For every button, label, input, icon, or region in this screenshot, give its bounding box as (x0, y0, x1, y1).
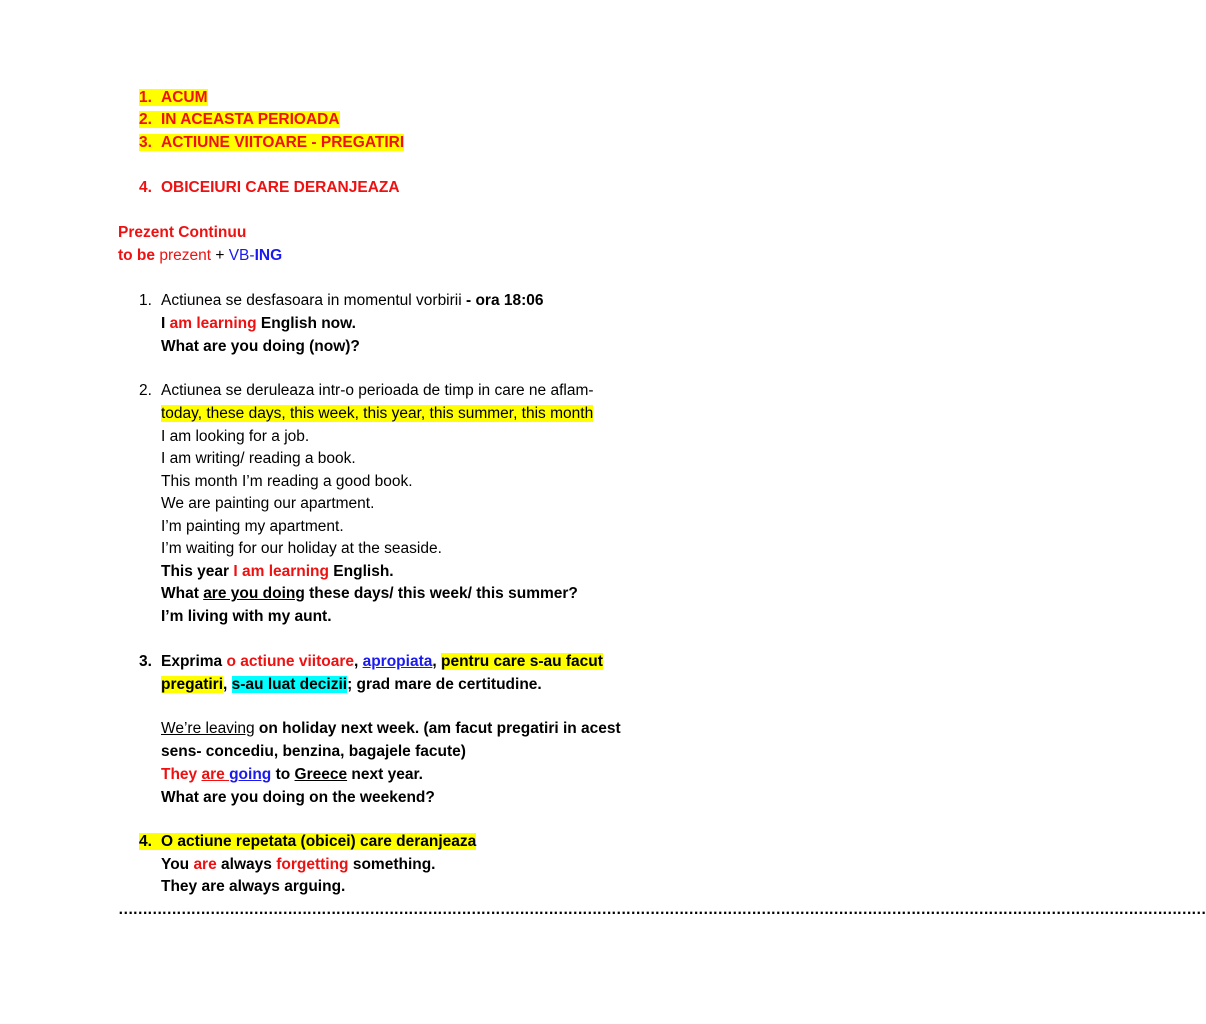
page-title: Prezent Continuu (118, 224, 247, 241)
section-3-example-3: What are you doing on the weekend? (161, 789, 435, 806)
section-2-line: I am writing/ reading a book. (161, 450, 356, 467)
section-2-example-what: What are you doing these days/ this week/ this summer? (161, 585, 578, 602)
section-1-example-1: I am learning English now. (161, 315, 356, 332)
top-list-item-2: 2. IN ACEASTA PERIOADA (139, 111, 340, 128)
section-2-heading: 2. Actiunea se deruleaza intr-o perioada de timp in care ne aflam- (139, 382, 594, 399)
section-3-example-1-cont: sens- concediu, benzina, bagajele facute) (161, 743, 466, 760)
section-2-example-year: This year I am learning English. (161, 563, 394, 580)
section-4-example-2: They are always arguing. (161, 878, 346, 895)
dotted-divider: ……………………………………………………………………………………………………………………………………………………………………………………………………… (118, 901, 1206, 918)
section-1-example-2: What are you doing (now)? (161, 338, 360, 355)
section-2-line: We are painting our apartment. (161, 495, 375, 512)
top-list-item-1: 1. ACUM (139, 89, 208, 106)
section-1-heading: 1. Actiunea se desfasoara in momentul vorbirii - ora 18:06 (139, 292, 544, 309)
section-4-example-1: You are always forgetting something. (161, 856, 436, 873)
section-3-example-1: We’re leaving on holiday next week. (am facut pregatiri in acest (161, 720, 621, 737)
top-list-item-3: 3. ACTIUNE VIITOARE - PREGATIRI (139, 134, 405, 151)
section-2-line: This month I’m reading a good book. (161, 473, 413, 490)
section-2-line: I am looking for a job. (161, 428, 310, 445)
section-2-example-living: I’m living with my aunt. (161, 608, 332, 625)
section-4-heading: 4. O actiune repetata (obicei) care deranjeaza (139, 833, 477, 850)
section-2-line: I’m painting my apartment. (161, 518, 344, 535)
section-2-time-markers: today, these days, this week, this year, this summer, this month (161, 405, 594, 422)
top-list-item-4: 4. OBICEIURI CARE DERANJEAZA (139, 179, 400, 196)
section-2-line: I’m waiting for our holiday at the seaside. (161, 540, 442, 557)
formula: to be prezent + VB-ING (118, 247, 283, 264)
section-3-example-2: They are going to Greece next year. (161, 766, 423, 783)
section-3-heading: 3. Exprima o actiune viitoare, apropiata, pentru care s-au facut (139, 653, 603, 670)
section-3-heading-cont: pregatiri, s-au luat decizii; grad mare de certitudine. (161, 676, 542, 693)
